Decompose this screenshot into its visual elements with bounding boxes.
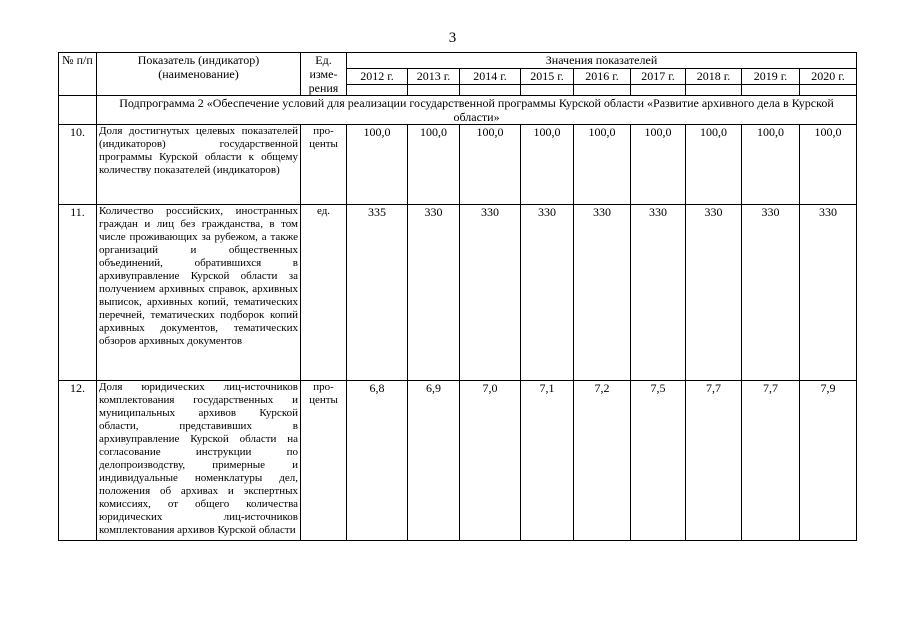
- value-cell: 330: [460, 205, 521, 381]
- value-cell: 330: [408, 205, 460, 381]
- value-cell: 335: [347, 205, 408, 381]
- indicators-table: [58, 52, 857, 541]
- unit-cell: ед.: [301, 205, 347, 381]
- value-cell: 7,9: [800, 381, 857, 541]
- value-cell: 100,0: [347, 125, 408, 205]
- value-cell: 100,0: [521, 125, 574, 205]
- table-row: [59, 205, 857, 381]
- value-cell: 100,0: [686, 125, 742, 205]
- row-number: 12.: [59, 381, 97, 541]
- subprogram-row: [59, 96, 857, 125]
- year-header: 2019 г.: [742, 69, 800, 85]
- year-header: 2012 г.: [347, 69, 408, 85]
- year-header: 2015 г.: [521, 69, 574, 85]
- value-cell: 7,0: [460, 381, 521, 541]
- value-cell: 7,1: [521, 381, 574, 541]
- year-header: 2014 г.: [460, 69, 521, 85]
- value-cell: 100,0: [742, 125, 800, 205]
- value-cell: 6,9: [408, 381, 460, 541]
- header-indicator: Показатель (индикатор) (наименование): [97, 53, 301, 96]
- value-cell: 100,0: [460, 125, 521, 205]
- value-cell: 330: [742, 205, 800, 381]
- value-cell: 100,0: [574, 125, 631, 205]
- header-row: [59, 53, 857, 69]
- value-cell: 330: [631, 205, 686, 381]
- indicator-name: Доля юридических лиц-источников комплектования государственных и муниципальных архивов Курской области, представивших в архивуправление Курской области на согласование инструкции по делопроизводству, примерные и индивидуальные номенклатуры дел, положения об архивах и экспертных комиссиях, от общего количества юридических лиц-источников комплектования архивов Курской области: [97, 381, 301, 541]
- value-cell: 330: [800, 205, 857, 381]
- header-values-caption: Значения показателей: [347, 53, 857, 69]
- value-cell: 330: [574, 205, 631, 381]
- value-cell: 330: [521, 205, 574, 381]
- value-cell: 100,0: [800, 125, 857, 205]
- header-num: № п/п: [59, 53, 97, 96]
- year-header: 2018 г.: [686, 69, 742, 85]
- year-header: 2016 г.: [574, 69, 631, 85]
- row-number: 10.: [59, 125, 97, 205]
- value-cell: 6,8: [347, 381, 408, 541]
- table-row: [59, 125, 857, 205]
- year-header: 2020 г.: [800, 69, 857, 85]
- table-row: [59, 381, 857, 541]
- indicator-name: Количество российских, иностранных граждан и лиц без гражданства, в том числе проживающих за рубежом, а также организаций и общественных объединений, обратившихся в архивуправление Курской области за получением архивных справок, архивных выписок, архивных копий, тематических перечней, тематических подборок копий архивных документов, тематических обзоров архивных документов: [97, 205, 301, 381]
- value-cell: 7,5: [631, 381, 686, 541]
- value-cell: 7,7: [742, 381, 800, 541]
- header-unit: Ед. изме-рения: [301, 53, 347, 96]
- value-cell: 7,2: [574, 381, 631, 541]
- row-number: 11.: [59, 205, 97, 381]
- page-number: 3: [448, 30, 457, 46]
- subprogram-title: Подпрограмма 2 «Обеспечение условий для реализации государственной программы Курской области «Развитие архивного дела в Курской области»: [97, 96, 857, 125]
- value-cell: 100,0: [631, 125, 686, 205]
- unit-cell: про-центы: [301, 125, 347, 205]
- value-cell: 330: [686, 205, 742, 381]
- value-cell: 100,0: [408, 125, 460, 205]
- unit-cell: про-центы: [301, 381, 347, 541]
- indicator-name: Доля достигнутых целевых показателей (индикаторов) государственной программы Курской области к общему количеству показателей (индикаторов): [97, 125, 301, 205]
- year-header: 2017 г.: [631, 69, 686, 85]
- value-cell: 7,7: [686, 381, 742, 541]
- year-header: 2013 г.: [408, 69, 460, 85]
